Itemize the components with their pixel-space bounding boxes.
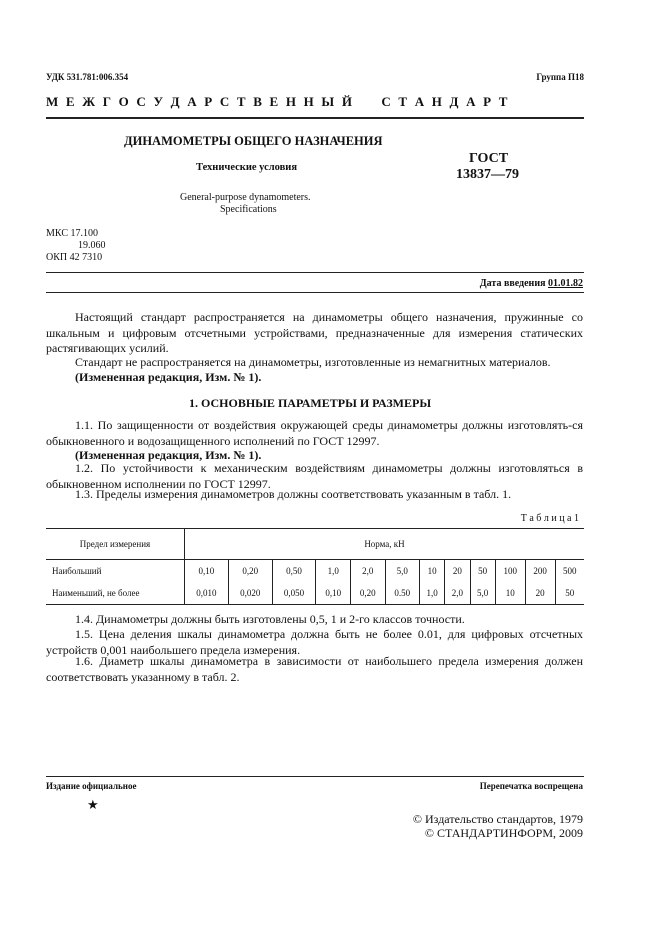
table-cell: 20 [445, 560, 470, 583]
table-cell: 0.50 [385, 582, 420, 604]
table-cell: 2,0 [445, 582, 470, 604]
table-1-caption: Т а б л и ц а 1 [520, 513, 579, 524]
intro-date-value: 01.01.82 [548, 278, 583, 289]
star-icon: ★ [87, 797, 99, 812]
table-cell: 1,0 [316, 560, 351, 583]
group-code: Группа П18 [536, 72, 584, 82]
codes-rule [46, 272, 584, 273]
gost-number: 13837—79 [456, 167, 519, 182]
table-1 [46, 529, 584, 604]
mks-code-2: 19.060 [78, 240, 106, 251]
row-label: Наибольший [52, 566, 102, 576]
clause-1-6: 1.6. Диаметр шкалы динамометра в зависимости от наибольшего предела измерения должен соответствовать указанному в табл. 2. [46, 654, 583, 684]
table-row [46, 582, 584, 604]
header-rule [46, 117, 584, 119]
clause-1-1: 1.1. По защищенности от воздействия окружающей среды динамометры должны изготовлять-ся обыкновенного и водозащищенного исполнений по ГОСТ 12997. [46, 418, 583, 448]
table-cell: 100 [495, 560, 525, 583]
table-cell: 0,010 [185, 582, 229, 604]
row-label: Наименьший, не более [52, 588, 140, 598]
table-cell: 1,0 [420, 582, 445, 604]
intro-paragraph-2: Стандарт не распространяется на динамометры, изготовленные из немагнитных материалов. [75, 355, 551, 369]
udc-code: УДК 531.781:006.354 [46, 72, 129, 82]
clause-1-2: 1.2. По устойчивости к механическим воздействиям динамометры должны изготовляться в обыкновенном исполнении по ГОСТ 12997. [46, 461, 583, 491]
footer-rule [46, 776, 584, 777]
table-cell: 0,020 [228, 582, 272, 604]
section-1-heading: 1. ОСНОВНЫЕ ПАРАМЕТРЫ И РАЗМЕРЫ [189, 396, 432, 410]
copyright-1979: © Издательство стандартов, 1979 [412, 812, 583, 826]
table-cell: 0,20 [350, 582, 385, 604]
table-cell: 200 [525, 560, 555, 583]
official-edition: Издание официальное [46, 781, 137, 791]
clause-1-4: 1.4. Динамометры должны быть изготовлены 0,5, 1 и 2-го классов точности. [75, 612, 465, 626]
table-cell: 0,20 [228, 560, 272, 583]
table-cell: 0,50 [272, 560, 316, 583]
table-cell: 10 [495, 582, 525, 604]
intro-date [480, 278, 583, 289]
clause-1-5: 1.5. Цена деления шкалы динамометра должна быть не более 0.01, для цифровых отсчетных устройств 0,001 наибольшего предела измерения. [46, 627, 583, 657]
table-cell: 50 [470, 560, 495, 583]
table-row [46, 560, 584, 583]
table-cell: 5,0 [385, 560, 420, 583]
intro-paragraph-1: Настоящий стандарт распространяется на динамометры общего назначения, пружинные со шкальным и цифровым отсчетными устройствами, предназначенные для измерения статических растягивающих усилий. [46, 310, 583, 355]
mks-code-1: МКС 17.100 [46, 228, 98, 239]
table-norm-header: Норма, кН [185, 529, 585, 560]
table-cell: 500 [555, 560, 584, 583]
table-cell: 20 [525, 582, 555, 604]
english-title-line2: Specifications [220, 204, 277, 215]
table-cell: 50 [555, 582, 584, 604]
english-title-line1: General-purpose dynamometers. [180, 192, 311, 203]
okp-code: ОКП 42 7310 [46, 252, 103, 263]
table-cell: 2,0 [350, 560, 385, 583]
table-col-header: Предел измерения [46, 529, 185, 560]
table-cell: 10 [420, 560, 445, 583]
document-subtitle: Технические условия [196, 162, 298, 173]
table-cell: 5,0 [470, 582, 495, 604]
table-cell: 0,10 [185, 560, 229, 583]
interstate-standard-banner: М Е Ж Г О С У Д А Р С Т В Е Н Н Ы Й С Т А Н Д А Р Т [46, 94, 510, 109]
intro-date-label: Дата введения [479, 278, 546, 289]
document-title: ДИНАМОМЕТРЫ ОБЩЕГО НАЗНАЧЕНИЯ [124, 134, 383, 148]
copyright-2009: © СТАНДАРТИНФОРМ, 2009 [424, 826, 583, 840]
intro-amendment: (Измененная редакция, Изм. № 1). [75, 370, 262, 384]
table-bottom-rule [46, 604, 584, 605]
clause-1-3: 1.3. Пределы измерения динамометров должны соответствовать указанным в табл. 1. [75, 487, 512, 501]
date-rule [46, 292, 584, 293]
table-cell: 0,10 [316, 582, 351, 604]
table-cell: 0,050 [272, 582, 316, 604]
table-header-row [46, 529, 584, 560]
reprint-prohibited: Перепечатка воспрещена [479, 781, 583, 791]
clause-1-1-amendment: (Измененная редакция, Изм. № 1). [75, 448, 262, 462]
gost-label: ГОСТ [469, 151, 509, 166]
